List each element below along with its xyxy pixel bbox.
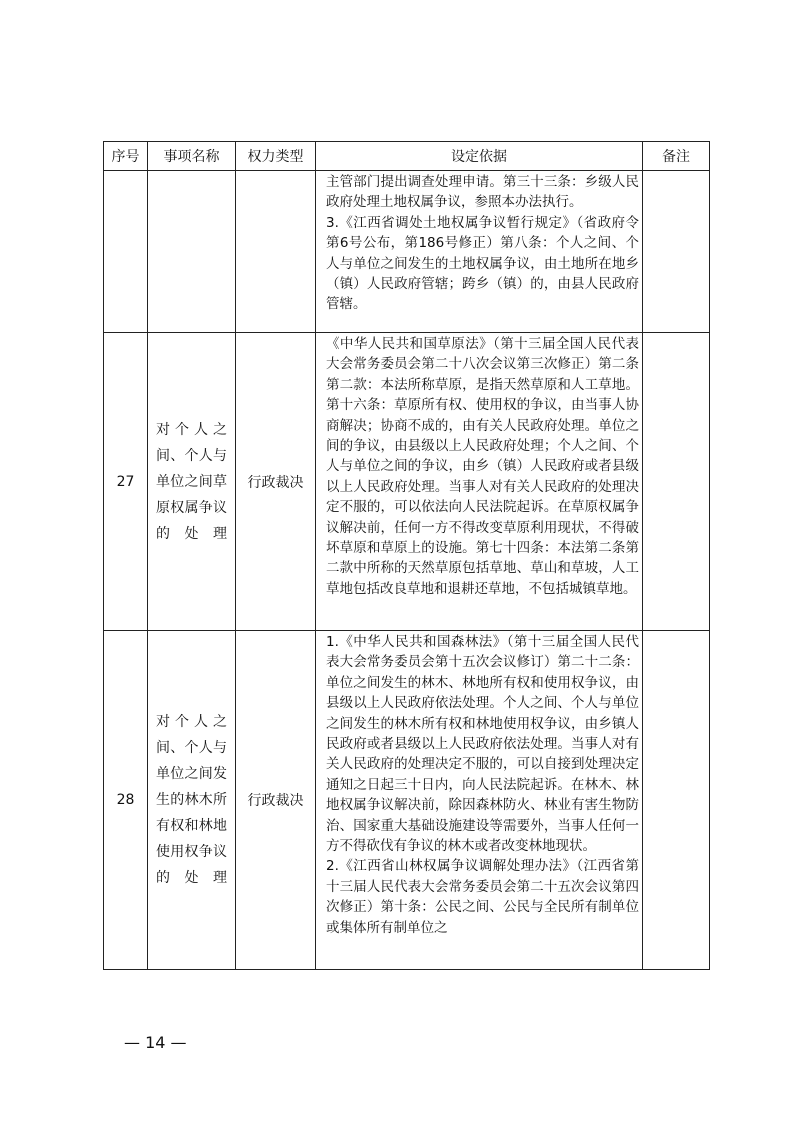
- row-item-name: 对个人之间、个人与单位之间发生的林木所有权和林地使用权争议的处理: [148, 631, 236, 970]
- row-seq: 28: [104, 631, 148, 970]
- row-power-type: 行政裁决: [236, 333, 316, 631]
- header-power-type: 权力类型: [236, 142, 316, 171]
- table-row: [104, 631, 710, 970]
- basis-paragraph: 1.《中华人民共和国森林法》（第十三届全国人民代表大会常务委员会第十五次会议修订）第二十二条：单位之间发生的林木、林地所有权和使用权争议，由县级以上人民政府依法处理。个人之间、个人与单位之间发生的林木所有权和林地使用权争议，由乡镇人民政府或者县级以上人民政府依法处理。当事人对有关人民政府的处理决定不服的，可以自接到处理决定通知之日起三十日内，向人民法院起诉。在林木、林地权属争议解决前，除因森林防火、林业有害生物防治、国家重大基础设施建设等需要外，当事人任何一方不得砍伐有争议的林木或者改变林地现状。: [326, 634, 639, 855]
- basis-paragraph: 3.《江西省调处土地权属争议暂行规定》（省政府令第6号公布，第186号修正）第八条：个人之间、个人与单位之间发生的土地权属争议，由土地所在地乡（镇）人民政府管辖；跨乡（镇）的，由县人民政府管辖。: [326, 214, 639, 313]
- row-seq: 27: [104, 333, 148, 631]
- row-legal-basis: [316, 171, 643, 333]
- row-seq: [104, 171, 148, 333]
- row-power-type: [236, 171, 316, 333]
- header-item-name: 事项名称: [148, 142, 236, 171]
- basis-paragraph: 2.《江西省山林权属争议调解处理办法》（江西省第十三届人民代表大会常务委员会第二十五次会议第四次修正）第十条：公民之间、公民与全民所有制单位或集体所有制单位之: [326, 858, 639, 936]
- table-row: [104, 171, 710, 333]
- header-legal-basis: 设定依据: [316, 142, 643, 171]
- table-row: [104, 333, 710, 631]
- row-remarks: [643, 333, 710, 631]
- row-legal-basis: [316, 631, 643, 970]
- row-legal-basis: [316, 333, 643, 631]
- row-item-name: 对个人之间、个人与单位之间草原权属争议的处理: [148, 333, 236, 631]
- permission-table: [103, 141, 710, 970]
- table-header-row: [104, 142, 710, 171]
- row-power-type: 行政裁决: [236, 631, 316, 970]
- header-remarks: 备注: [643, 142, 710, 171]
- page-number: — 14 —: [124, 1033, 187, 1052]
- row-item-name: [148, 171, 236, 333]
- row-remarks: [643, 631, 710, 970]
- row-remarks: [643, 171, 710, 333]
- header-seq: 序号: [104, 142, 148, 171]
- basis-paragraph: 主管部门提出调查处理申请。第三十三条：乡级人民政府处理土地权属争议，参照本办法执行。: [326, 174, 639, 211]
- basis-paragraph: 《中华人民共和国草原法》（第十三届全国人民代表大会常务委员会第二十八次会议第三次修正）第二条第二款：本法所称草原，是指天然草原和人工草地。第十六条：草原所有权、使用权的争议，由当事人协商解决；协商不成的，由有关人民政府处理。单位之间的争议，由县级以上人民政府处理；个人之间、个人与单位之间的争议，由乡（镇）人民政府或者县级以上人民政府处理。当事人对有关人民政府的处理决定不服的，可以依法向人民法院起诉。在草原权属争议解决前，任何一方不得改变草原利用现状，不得破坏草原和草原上的设施。第七十四条：本法第二条第二款中所称的天然草原包括草地、草山和草坡，人工草地包括改良草地和退耕还草地，不包括城镇草地。: [326, 336, 639, 597]
